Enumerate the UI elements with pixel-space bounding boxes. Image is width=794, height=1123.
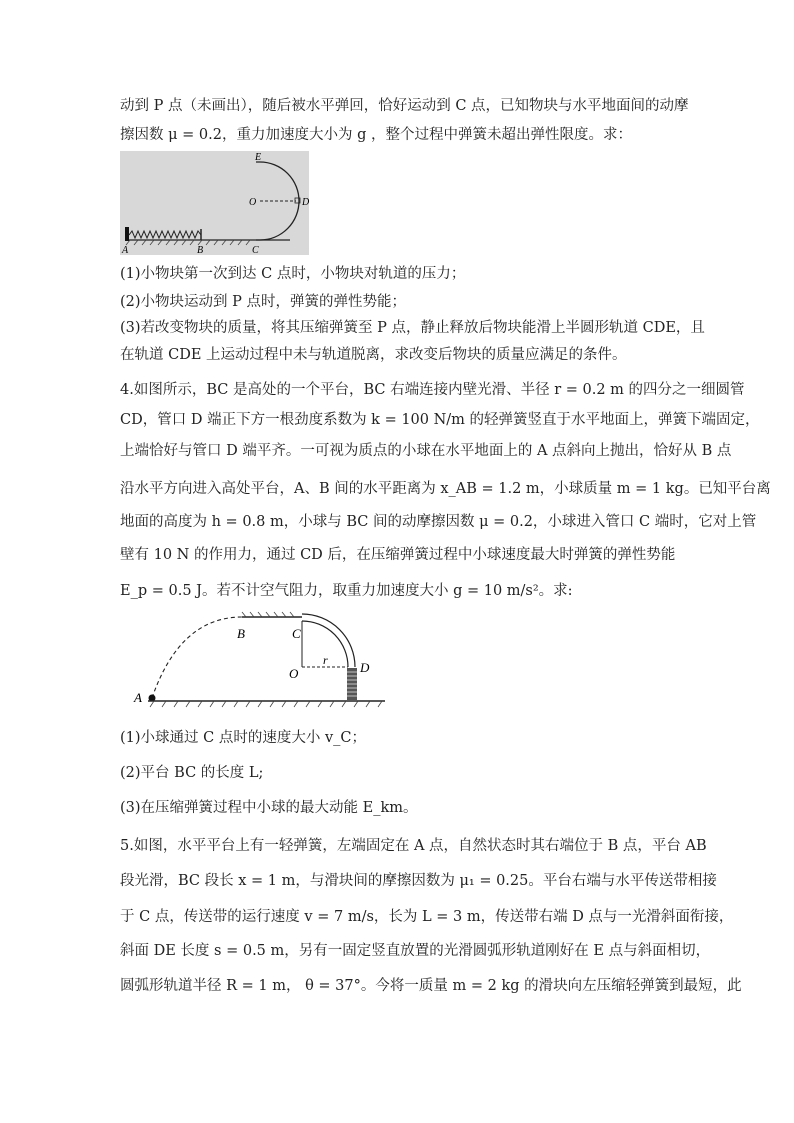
label-O: O [289,666,299,681]
text-line: (1)小球通过 C 点时的速度大小 v_C； [120,730,366,746]
label-D: D [302,197,310,208]
text-line: 段光滑，BC 段长 x = 1 m，与滑块间的摩擦因数为 μ₁ = 0.25。平台右端与水平传送带相接 [120,873,717,889]
label-D: D [360,660,370,675]
label-B: B [197,245,204,256]
text-line: E_p = 0.5 J。若不计空气阻力，取重力加速度大小 g = 10 m/s²。求: [120,583,573,599]
text-line: 上端恰好与管口 D 端平齐。一可视为质点的小球在水平地面上的 A 点斜向上抛出，恰好从 B 点 [120,443,732,459]
text-line: 斜面 DE 长度 s = 0.5 m，另有一固定竖直放置的光滑圆弧形轨道刚好在 E 点与斜面相切， [120,943,711,959]
label-C: C [292,626,301,641]
text-line: (3)若改变物块的质量，将其压缩弹簧至 P 点，静止释放后物块能滑上半圆形轨道 CDE，且 [120,320,705,336]
label-C: C [252,245,259,256]
figure-semicircle-track [120,151,309,255]
label-O: O [249,197,257,208]
text-line: CD，管口 D 端正下方一根劲度系数为 k = 100 N/m 的轻弹簧竖直于水平地面上，弹簧下端固定， [120,412,760,428]
figure-platform-tube [130,612,390,714]
text-line: 5.如图，水平平台上有一轻弹簧，左端固定在 A 点，自然状态时其右端位于 B 点，平台 AB [120,838,707,854]
text-line: 地面的高度为 h = 0.8 m，小球与 BC 间的动摩擦因数 μ = 0.2，小球进入管口 C 端时，它对上管 [120,514,757,530]
label-A: A [122,245,129,256]
label-r: r [323,653,328,667]
text-line: (2)平台 BC 的长度 L; [120,765,264,781]
text-line: 于 C 点，传送带的运行速度 v = 7 m/s，长为 L = 3 m，传送带右端 D 点与一光滑斜面衔接， [120,909,734,925]
text-line: 沿水平方向进入高处平台，A、B 间的水平距离为 x_AB = 1.2 m，小球质量 m = 1 kg。已知平台离 [120,481,771,497]
text-line: 4.如图所示，BC 是高处的一个平台，BC 右端连接内壁光滑、半径 r = 0.2 m 的四分之一细圆管 [120,382,745,398]
text-line: 圆弧形轨道半径 R = 1 m， θ = 37°。今将一质量 m = 2 kg 的滑块向左压缩轻弹簧到最短，此 [120,978,742,994]
text-line: (3)在压缩弹簧过程中小球的最大动能 E_km。 [120,800,418,816]
label-A: A [134,690,142,705]
label-E: E [255,152,262,163]
text-line: (1)小物块第一次到达 C 点时，小物块对轨道的压力； [120,266,466,282]
text-line: (2)小物块运动到 P 点时，弹簧的弹性势能； [120,294,407,310]
text-line: 动到 P 点（未画出），随后被水平弹回，恰好运动到 C 点，已知物块与水平地面间的动摩 [120,98,689,114]
text-line: 擦因数 μ = 0.2，重力加速度大小为 g ，整个过程中弹簧未超出弹性限度。求： [120,127,632,143]
text-line: 在轨道 CDE 上运动过程中未与轨道脱离，求改变后物块的质量应满足的条件。 [120,347,627,363]
text-line: 壁有 10 N 的作用力，通过 CD 后，在压缩弹簧过程中小球速度最大时弹簧的弹性势能 [120,547,676,563]
label-B: B [237,626,245,641]
